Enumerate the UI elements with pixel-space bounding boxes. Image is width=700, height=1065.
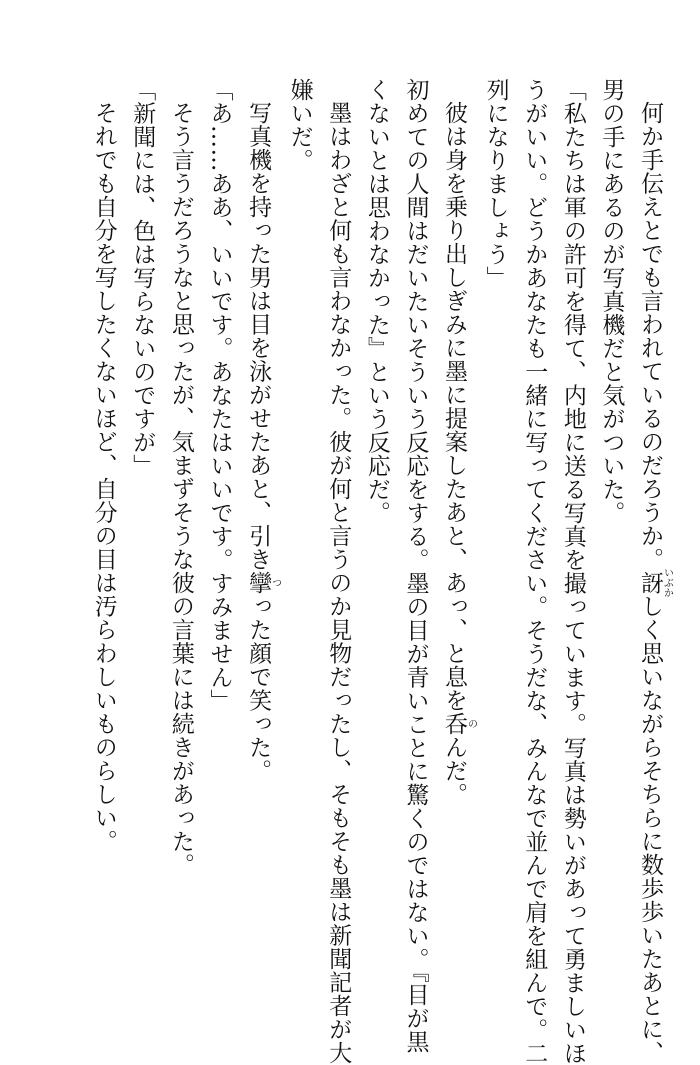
text-line-7: 初めての人間はだいたいそういう反応をする。墨の目が青いことに驚くのではない。『目が黒 bbox=[402, 78, 429, 1054]
text-line-5: 列になりましょう」 bbox=[482, 78, 509, 290]
text-line-2: 男の手にあるのが写真機だと気がついた。 bbox=[598, 78, 625, 525]
text-line-1: 何か手伝えとでも言われているのだろうか。訝いぶかしく思いながらそちらに数歩歩いたあとに、 bbox=[637, 101, 673, 1065]
text-line-4: うがいい。どうかあなたも一緒に写ってください。そうだな、みんなで並んで肩を組んで。二 bbox=[521, 78, 548, 1065]
text-line-8: くないとは思わなかった』という反応だ。 bbox=[363, 78, 390, 525]
ruby-annotation: 呑の bbox=[441, 712, 477, 736]
text-line-3: 「私たちは軍の許可を得て、内地に送る写真を撮っています。写真は勢いがあって勇ましいほ bbox=[559, 78, 586, 1065]
vertical-text-body bbox=[84, 78, 673, 1065]
ruby-annotation: 訝いぶか bbox=[637, 567, 673, 598]
ruby-annotation: 攣つ bbox=[245, 571, 281, 595]
text-line-15: それでも自分を写したくないほど、自分の目は汚らわしいものらしい。 bbox=[90, 101, 117, 853]
text-line-14: 「新聞には、色は写らないのですが」 bbox=[129, 78, 156, 478]
text-line-9: 墨はわざと何も言わなかった。彼が何と言うのか見物だったし、そもそも墨は新聞記者が大 bbox=[325, 101, 352, 1065]
text-line-12: 「あ……ああ、いいです。あなたはいいです。すみません」 bbox=[206, 78, 233, 713]
text-line-13: そう言うだろうなと思ったが、気まずそうな彼の言葉には続きがあった。 bbox=[167, 101, 194, 877]
text-line-6: 彼は身を乗り出しぎみに墨に提案したあと、あっ、と息を呑のんだ。 bbox=[441, 101, 477, 806]
text-line-10: 嫌いだ。 bbox=[286, 78, 313, 172]
text-line-11: 写真機を持った男は目を泳がせたあと、引き攣つった顔で笑った。 bbox=[245, 101, 281, 783]
